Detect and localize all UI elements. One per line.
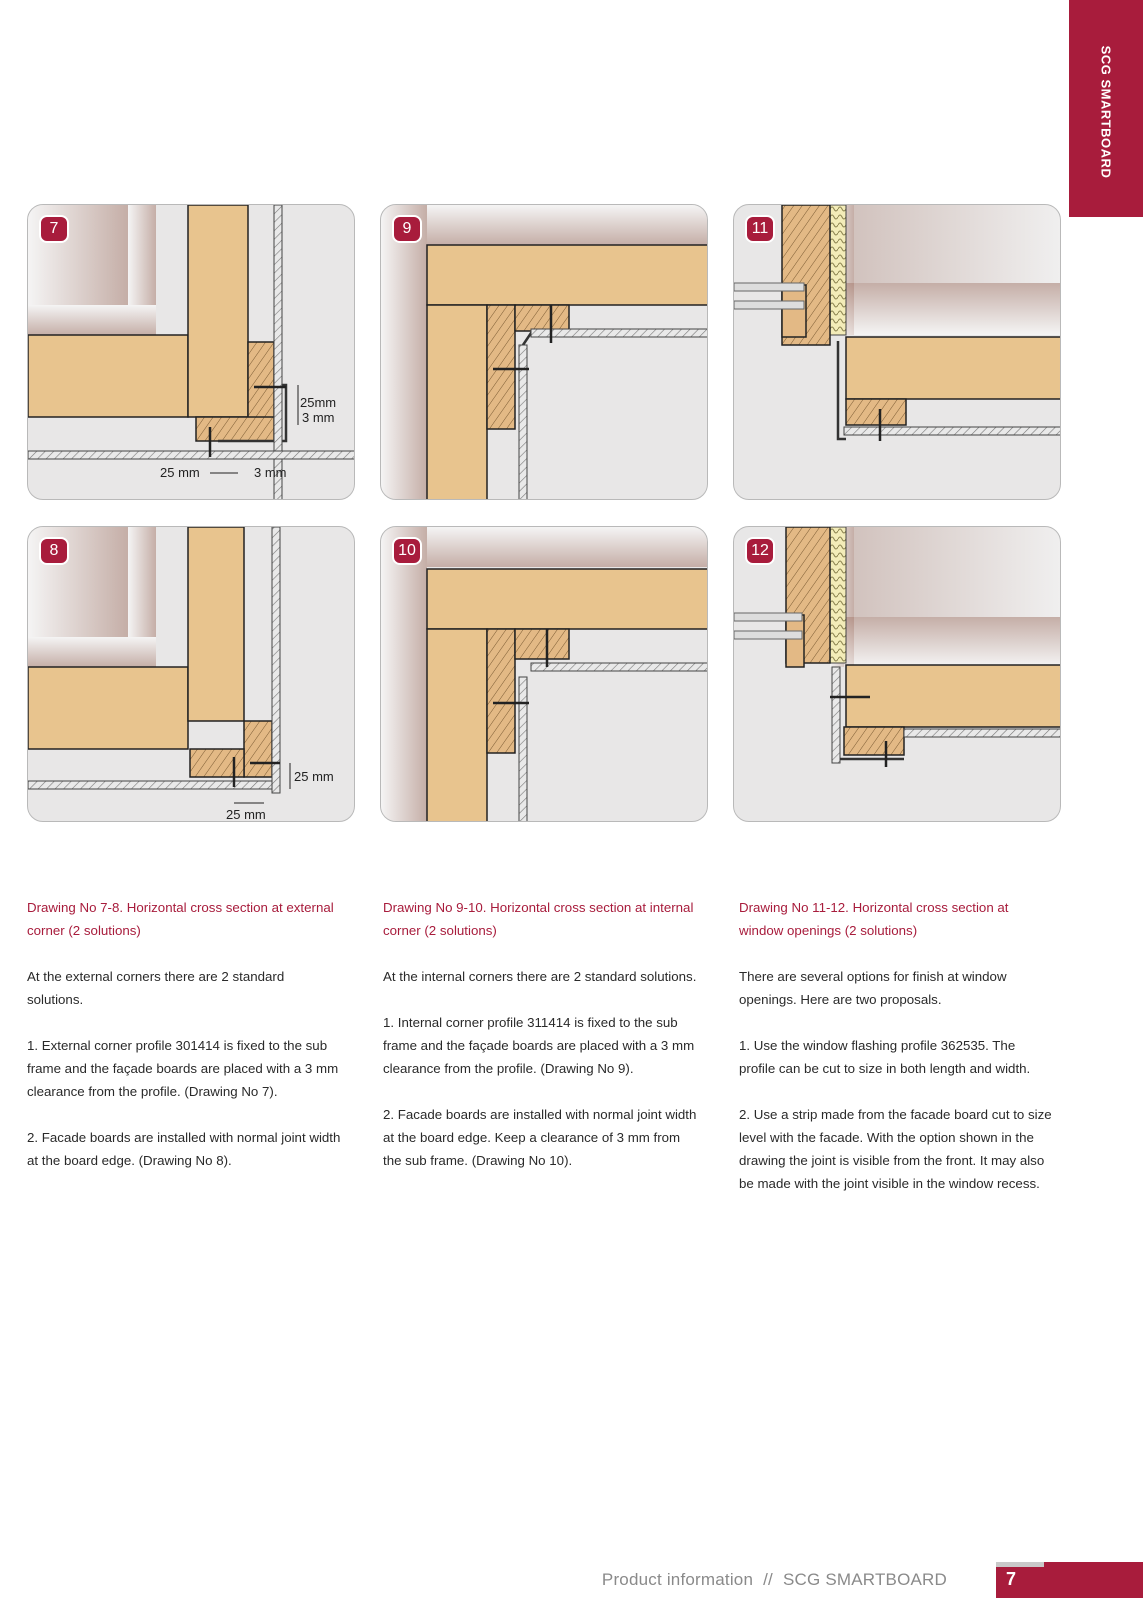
drawing-7 [27,204,355,500]
drawing-badge-7: 7 [39,215,69,243]
side-tab-label: SCG SMARTBOARD [1098,45,1114,179]
caption: Drawing No 7-8. Horizontal cross section at external corner (2 solutions) [27,900,334,938]
paragraph: 2. Facade boards are installed with normal joint width at the board edge. (Drawing No 8). [27,1130,341,1168]
caption: Drawing No 9-10. Horizontal cross section at internal corner (2 solutions) [383,900,694,938]
dim-8-side: 25 mm [294,769,334,784]
drawing-8 [27,526,355,822]
paragraph: 2. Use a strip made from the facade board cut to size level with the facade. With the option shown in the drawing the joint is visible from the front. It may also be made with the joint visible in the window recess. [739,1107,1052,1191]
footer-separator: // [763,1570,773,1589]
paragraph: At the internal corners there are 2 standard solutions. [383,969,697,984]
drawing-badge-8: 8 [39,537,69,565]
page-number-stripe [996,1562,1044,1567]
drawing-11 [733,204,1061,500]
drawing-9 [380,204,708,500]
footer-section: Product information [601,1570,754,1589]
footer-brand: SCG SMARTBOARD [782,1570,947,1589]
drawing-badge-12: 12 [745,537,775,565]
drawing-badge-10: 10 [392,537,422,565]
dim-7-right: 3 mm [254,465,287,480]
drawing-12 [733,526,1061,822]
paragraph: 1. Use the window flashing profile 362535. The profile can be cut to size in both length and width. [739,1038,1031,1076]
paragraph: 1. Internal corner profile 311414 is fixed to the sub frame and the façade boards are placed with a 3 mm clearance from the profile. (Drawing No 9). [383,1015,695,1076]
caption: Drawing No 11-12. Horizontal cross section at window openings (2 solutions) [739,900,1009,938]
drawing-badge-11: 11 [745,215,775,243]
drawing-badge-9: 9 [392,215,422,243]
paragraph: At the external corners there are 2 standard solutions. [27,969,285,1007]
dim-7-left: 25 mm [160,465,200,480]
dim-7-top: 25mm [300,395,337,410]
footer-text [602,1570,947,1590]
paragraph: 2. Facade boards are installed with normal joint width at the board edge. Keep a clearance of 3 mm from the sub frame. (Drawing No 10). [383,1107,697,1168]
dim-8-bottom: 25 mm [226,807,266,822]
dim-7-mid: 3 mm [302,410,335,425]
paragraph: 1. External corner profile 301414 is fixed to the sub frame and the façade boards are placed with a 3 mm clearance from the profile. (Drawing No 7). [27,1038,339,1099]
drawing-10 [380,526,708,822]
page-number: 7 [1005,1569,1016,1589]
text-column-2 [383,896,698,1195]
paragraph: There are several options for finish at window openings. Here are two proposals. [739,969,1007,1007]
text-column-3 [739,896,1054,1218]
side-tab [1069,0,1143,217]
text-column-1 [27,896,342,1195]
